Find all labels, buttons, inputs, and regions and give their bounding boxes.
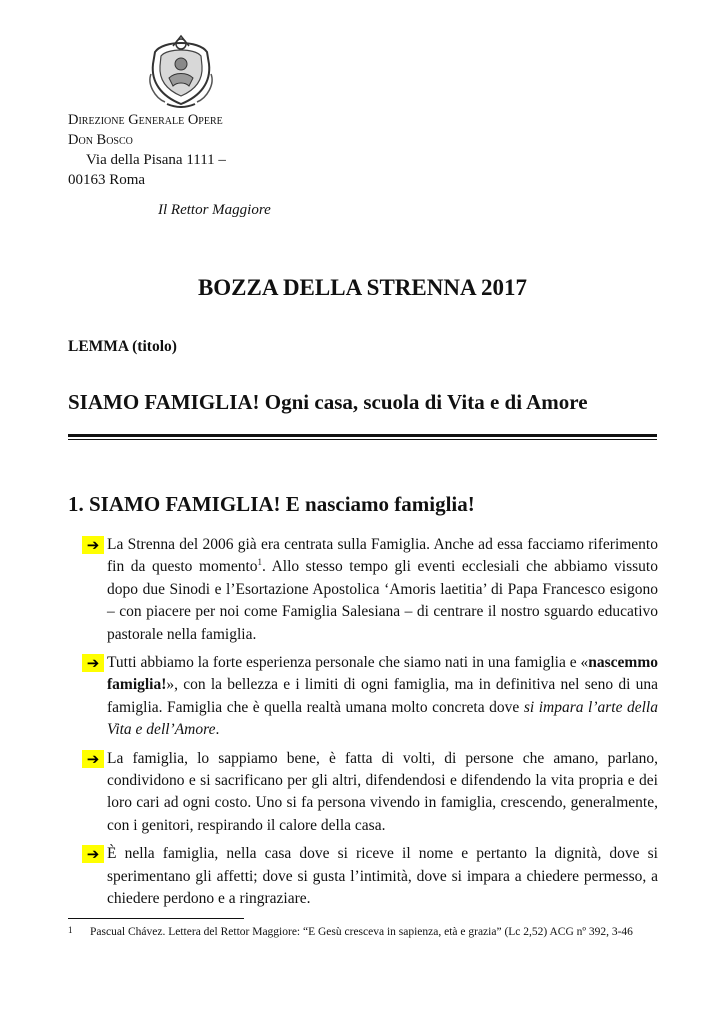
- paragraph-text: Tutti abbiamo la forte esperienza personale che siamo nati in una famiglia e «: [107, 654, 589, 672]
- paragraph-text: La famiglia, lo sappiamo bene, è fatta di volti, di persone che amano, parlano, condividono e si sacrificano per gli altri, difendendosi e difendendo la vita propria e dei loro cari ad ogni costo. Uno si fa persona vivendo in famiglia, crescendo, generalmente, con i genitori, respirando il calore della casa.: [107, 749, 658, 834]
- footnote: [68, 925, 660, 940]
- divider-thick: [68, 434, 657, 437]
- right-arrow-icon: ➔: [82, 654, 104, 672]
- footnote-ref[interactable]: 1: [257, 557, 263, 568]
- right-arrow-icon: ➔: [82, 536, 104, 554]
- org-name-line1: Direzione Generale Opere: [68, 112, 223, 128]
- paragraph-text: La Strenna del 2006 già era centrata sulla Famiglia. Anche ad essa facciamo riferimento fin da questo momento: [107, 536, 658, 576]
- paragraph-text: », con la bellezza e i limiti di ogni famiglia, ma in definitiva nel seno di una famiglia. Famiglia che è quella realtà umana molto concreta dove: [107, 676, 658, 716]
- lemma-heading: SIAMO FAMIGLIA! Ogni casa, scuola di Vita e di Amore: [68, 390, 588, 414]
- bullet-list: [82, 534, 658, 917]
- document-title: BOZZA DELLA STRENNA 2017: [197, 275, 528, 300]
- address-line2: 00163 Roma: [68, 172, 146, 188]
- paragraph-text: . Allo stesso tempo gli eventi ecclesiali che abbiamo vissuto dopo due Sinodi e l’Esortazione Apostolica ‘Amoris laetitia’ di Papa Francesco esigono – con piacere per noi come Famiglia Salesiana – di centrare il nostro sguardo educativo pastorale nella famiglia.: [107, 558, 658, 643]
- italic-phrase: si impara l’arte della Vita e dell’Amore: [107, 698, 658, 739]
- footnote-divider: [68, 918, 244, 919]
- footnote-text: Pascual Chávez. Lettera del Rettor Maggiore: “E Gesù cresceva in sapienza, età e grazia” (Lc 2,52) ACG nº 392, 3-46: [90, 926, 633, 938]
- divider-thin: [68, 439, 657, 440]
- org-name-line2: Don Bosco: [68, 132, 133, 148]
- section-title: 1. SIAMO FAMIGLIA! E nasciamo famiglia!: [68, 492, 475, 516]
- signer: Il Rettor Maggiore: [158, 202, 271, 218]
- right-arrow-icon: ➔: [82, 750, 104, 768]
- lemma-label: LEMMA (titolo): [68, 338, 177, 355]
- address-line1: Via della Pisana 1111 –: [86, 152, 226, 168]
- paragraph-text: È nella famiglia, nella casa dove si riceve il nome e pertanto la dignità, dove si sperimentano gli affetti; dove si gusta l’intimità, dove si impara a chiedere permesso, a chiedere perdono e a ringraziare.: [107, 845, 658, 908]
- list-item: [82, 652, 658, 742]
- footnote-number: 1: [68, 925, 73, 935]
- coat-of-arms-icon: [145, 34, 217, 108]
- paragraph-text: .: [215, 721, 220, 739]
- bold-phrase: nascemmo famiglia!: [107, 654, 658, 694]
- list-item: [82, 748, 658, 838]
- list-item: [82, 534, 658, 646]
- list-item: [82, 843, 658, 910]
- sender-block: [68, 110, 226, 190]
- right-arrow-icon: ➔: [82, 845, 104, 863]
